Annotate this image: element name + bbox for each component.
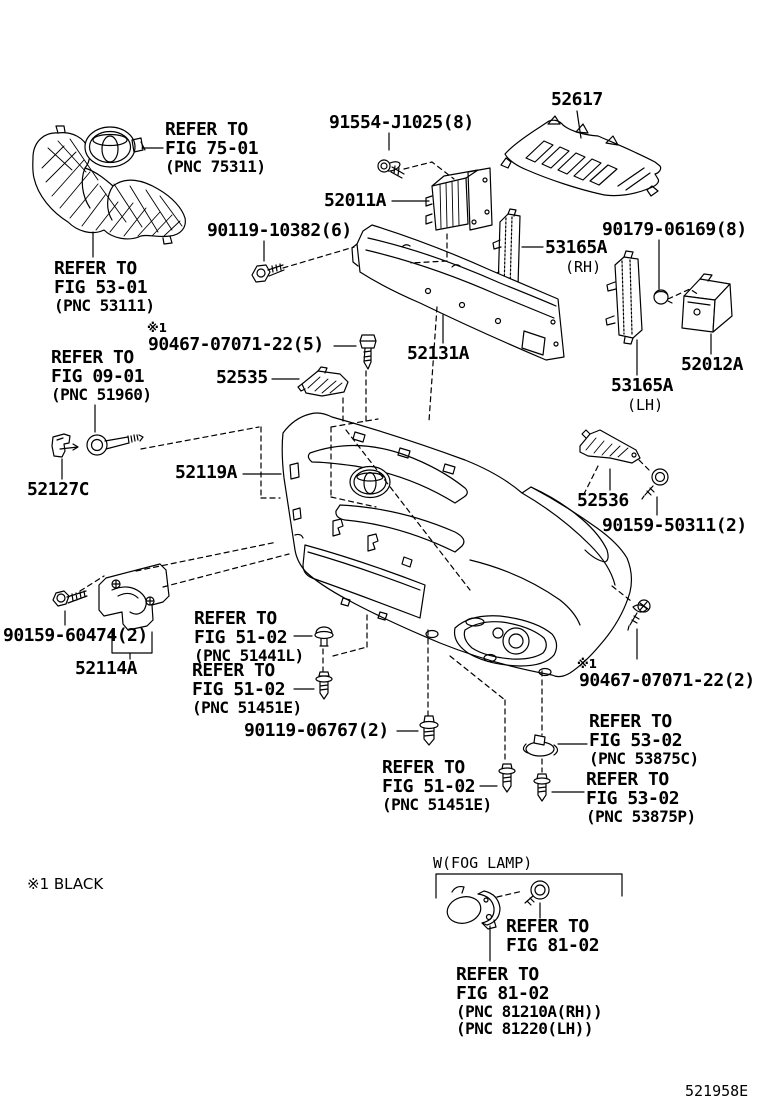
note-mark-90467-2: ※1 <box>577 657 598 671</box>
ref-clip-53875C <box>589 712 699 767</box>
ref-line: REFER TO <box>382 757 465 778</box>
support-53165A-lh-drawing <box>606 251 642 344</box>
part-label-52617[interactable]: 52617 <box>551 89 603 110</box>
ref-pnc: (PNC 75311) <box>165 157 266 176</box>
screw-90159-50311-drawing <box>642 469 668 499</box>
clip-52127C-drawing <box>52 434 78 457</box>
ref-pnc: (PNC 51451E) <box>382 795 492 814</box>
screw-51451E-a-drawing <box>316 672 332 699</box>
bracket-52012A-drawing <box>682 274 732 332</box>
ref-emblem-fig75-01 <box>165 120 265 175</box>
ref-pnc: (PNC 81220(LH)) <box>456 1019 593 1038</box>
screw-51451E-b-drawing <box>499 764 515 792</box>
part-label-52127C[interactable]: 52127C <box>27 479 90 500</box>
part-label-90467-2[interactable]: 90467-07071-22(2) <box>579 670 755 691</box>
part-label-53165A-lh-side: (LH) <box>627 396 664 414</box>
ref-line: REFER TO <box>51 347 134 368</box>
fog-caption-bracket <box>436 874 622 898</box>
ref-line: FIG 75-01 <box>165 138 259 159</box>
ref-pnc: (PNC 51451E) <box>192 698 302 717</box>
ref-pnc: (PNC 51441L) <box>194 646 304 665</box>
towhook-51960-drawing <box>87 435 143 455</box>
ref-line: FIG 51-02 <box>382 776 476 797</box>
ref-screw-51451E-a <box>192 661 302 716</box>
screw-90119-06767-drawing <box>420 716 438 745</box>
ref-grille-fig53-01 <box>54 259 154 314</box>
support-52536-drawing <box>580 430 640 463</box>
ref-line: FIG 53-02 <box>586 788 680 809</box>
ref-line: REFER TO <box>192 660 275 681</box>
grommet-90179-drawing <box>654 290 672 304</box>
ref-fog-screw-fig81-02 <box>506 917 599 955</box>
fog-screw-drawing <box>525 881 549 905</box>
ref-line: REFER TO <box>456 964 539 985</box>
part-label-90179[interactable]: 90179-06169(8) <box>602 219 747 240</box>
ref-screw-51451E-b <box>382 758 492 813</box>
clip-51441L-drawing <box>315 627 333 646</box>
ref-line: FIG 09-01 <box>51 366 145 387</box>
ref-line: REFER TO <box>54 258 137 279</box>
bolt-90119-10382-drawing <box>252 264 284 282</box>
ref-line: REFER TO <box>506 916 589 937</box>
ref-screw-53875P <box>586 770 696 825</box>
fog-lamp-drawing <box>444 887 500 929</box>
footnote-black: ※1 BLACK <box>27 875 104 893</box>
screw-90467-2-drawing <box>628 600 650 630</box>
part-label-90159-50311[interactable]: 90159-50311(2) <box>602 515 747 536</box>
emblem-75311-drawing <box>85 127 145 167</box>
ref-pnc: (PNC 53875C) <box>589 749 699 768</box>
part-label-53165A-rh-side: (RH) <box>565 258 602 276</box>
ref-line: FIG 53-01 <box>54 277 148 298</box>
reinforcement-52131A-drawing <box>352 225 564 360</box>
ref-line: FIG 53-02 <box>589 730 683 751</box>
part-label-90119-10382[interactable]: 90119-10382(6) <box>207 220 352 241</box>
screw-91554-drawing <box>378 160 404 178</box>
part-label-90467-5[interactable]: 90467-07071-22(5) <box>148 334 324 355</box>
ref-pnc: (PNC 51960) <box>51 385 152 404</box>
ref-line: REFER TO <box>165 119 248 140</box>
part-label-52535[interactable]: 52535 <box>216 367 268 388</box>
bumper-cover-52119A-drawing <box>282 413 631 677</box>
part-label-53165A-rh[interactable]: 53165A <box>545 237 608 258</box>
part-label-52536[interactable]: 52536 <box>577 490 629 511</box>
part-label-52114A[interactable]: 52114A <box>75 658 138 679</box>
plate-bracket-52114A-drawing <box>99 564 169 630</box>
bolt-90159-60474-drawing <box>53 591 87 606</box>
ref-line: FIG 51-02 <box>192 679 286 700</box>
part-label-52011A[interactable]: 52011A <box>324 190 387 211</box>
part-label-52119A[interactable]: 52119A <box>175 462 238 483</box>
clip-53875C-drawing <box>523 735 557 756</box>
ref-line: FIG 81-02 <box>506 935 600 956</box>
ref-fog-lamp-fig81-02 <box>456 965 602 1037</box>
note-mark-90467-5: ※1 <box>147 321 168 335</box>
part-label-52012A[interactable]: 52012A <box>681 354 744 375</box>
part-label-91554[interactable]: 91554-J1025(8) <box>329 112 474 133</box>
figure-id: 521958E <box>685 1082 749 1100</box>
grille-support-52617-drawing <box>501 116 661 196</box>
ref-line: FIG 81-02 <box>456 983 550 1004</box>
part-label-52131A[interactable]: 52131A <box>407 343 470 364</box>
ref-pnc: (PNC 81210A(RH)) <box>456 1002 603 1021</box>
part-label-90159-60474[interactable]: 90159-60474(2) <box>3 625 148 646</box>
screw-90467-5-drawing <box>360 335 376 369</box>
ref-pnc: (PNC 53111) <box>54 296 155 315</box>
ref-line: FIG 51-02 <box>194 627 288 648</box>
ref-pnc: (PNC 53875P) <box>586 807 696 826</box>
retainer-52535-drawing <box>298 367 348 396</box>
ref-hook-fig09-01 <box>51 348 151 403</box>
ref-line: REFER TO <box>589 711 672 732</box>
fog-lamp-caption: W(FOG LAMP) <box>433 854 533 872</box>
ref-clip-51441L <box>194 609 304 664</box>
screw-53875P-drawing <box>534 774 550 801</box>
bracket-52011A-drawing <box>426 168 492 230</box>
ref-line: REFER TO <box>586 769 669 790</box>
part-label-90119-06767[interactable]: 90119-06767(2) <box>244 720 389 741</box>
part-label-53165A-lh[interactable]: 53165A <box>611 375 674 396</box>
ref-line: REFER TO <box>194 608 277 629</box>
